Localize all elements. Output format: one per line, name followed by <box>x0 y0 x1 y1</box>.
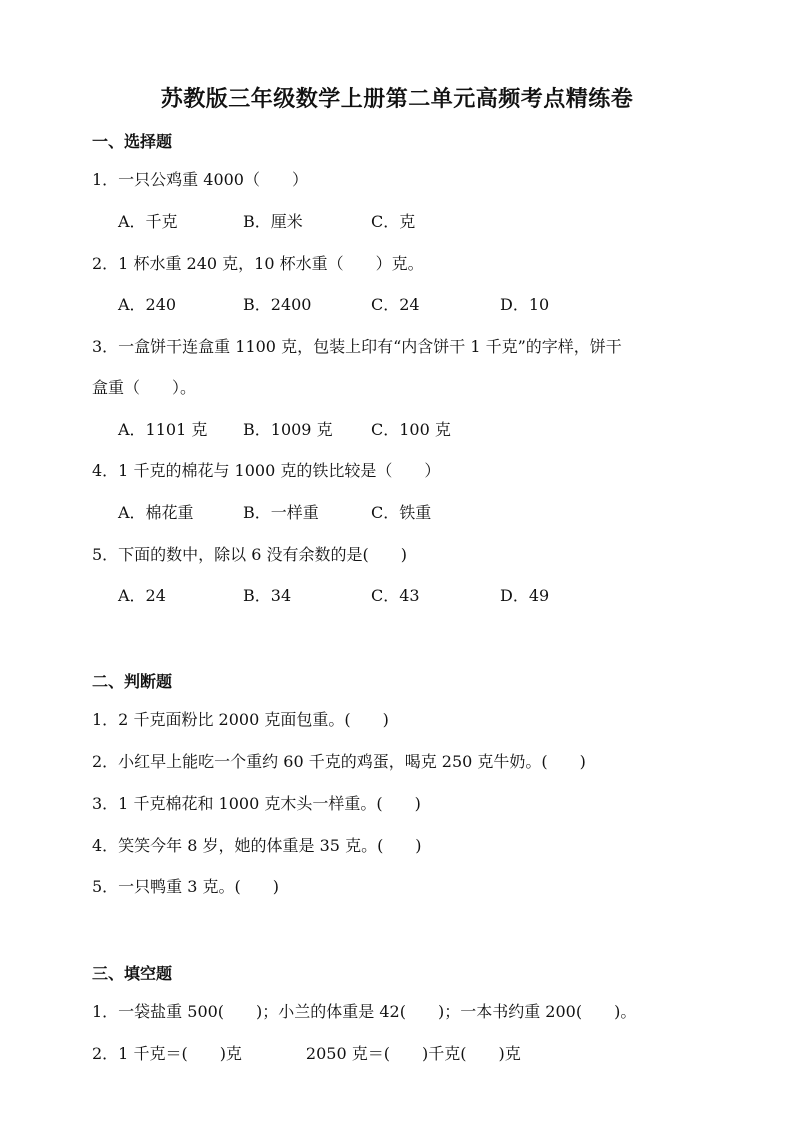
question-2: 2．1 杯水重 240 克，10 杯水重（ ）克。 <box>92 254 424 273</box>
fill-blank-item-2: 2．1 千克＝( )克 2050 克＝( )千克( )克 <box>92 1044 521 1063</box>
question-5: 5．下面的数中，除以 6 没有余数的是( ) <box>92 545 408 564</box>
option-3b: B．1009 克 <box>243 420 333 439</box>
section-heading-judgement: 二、判断题 <box>92 672 173 691</box>
question-3-line-1: 3．一盒饼干连盒重 1100 克，包装上印有“内含饼干 1 千克”的字样，饼干 <box>92 337 622 356</box>
option-5b: B．34 <box>243 586 292 605</box>
option-2a: A．240 <box>118 295 177 314</box>
option-2b: B．2400 <box>243 295 312 314</box>
question-3-line-2: 盒重（ ）。 <box>92 378 197 397</box>
option-5d: D．49 <box>500 586 550 605</box>
option-4c: C．铁重 <box>371 503 432 522</box>
question-1: 1．一只公鸡重 4000（ ） <box>92 170 308 189</box>
fill-blank-item-1: 1．一袋盐重 500( )；小兰的体重是 42( )；一本书约重 200( )。 <box>92 1002 637 1021</box>
option-1a: A．千克 <box>118 212 178 231</box>
option-4a: A．棉花重 <box>118 503 194 522</box>
judgement-item-4: 4．笑笑今年 8 岁，她的体重是 35 克。( ) <box>92 836 422 855</box>
option-1c: C．克 <box>371 212 416 231</box>
option-3a: A．1101 克 <box>118 420 208 439</box>
judgement-item-1: 1．2 千克面粉比 2000 克面包重。( ) <box>92 710 389 729</box>
option-3c: C．100 克 <box>371 420 451 439</box>
option-2c: C．24 <box>371 295 420 314</box>
section-heading-fill-blank: 三、填空题 <box>92 964 173 983</box>
option-1b: B．厘米 <box>243 212 303 231</box>
judgement-item-5: 5．一只鸭重 3 克。( ) <box>92 877 280 896</box>
page-title: 苏教版三年级数学上册第二单元高频考点精练卷 <box>160 86 634 112</box>
option-2d: D．10 <box>500 295 550 314</box>
option-5a: A．24 <box>118 586 166 605</box>
option-5c: C．43 <box>371 586 420 605</box>
judgement-item-2: 2．小红早上能吃一个重约 60 千克的鸡蛋，喝克 250 克牛奶。( ) <box>92 752 586 771</box>
option-4b: B．一样重 <box>243 503 319 522</box>
judgement-item-3: 3．1 千克棉花和 1000 克木头一样重。( ) <box>92 794 421 813</box>
section-heading-choice: 一、选择题 <box>92 132 173 151</box>
question-4: 4．1 千克的棉花与 1000 克的铁比较是（ ） <box>92 461 441 480</box>
